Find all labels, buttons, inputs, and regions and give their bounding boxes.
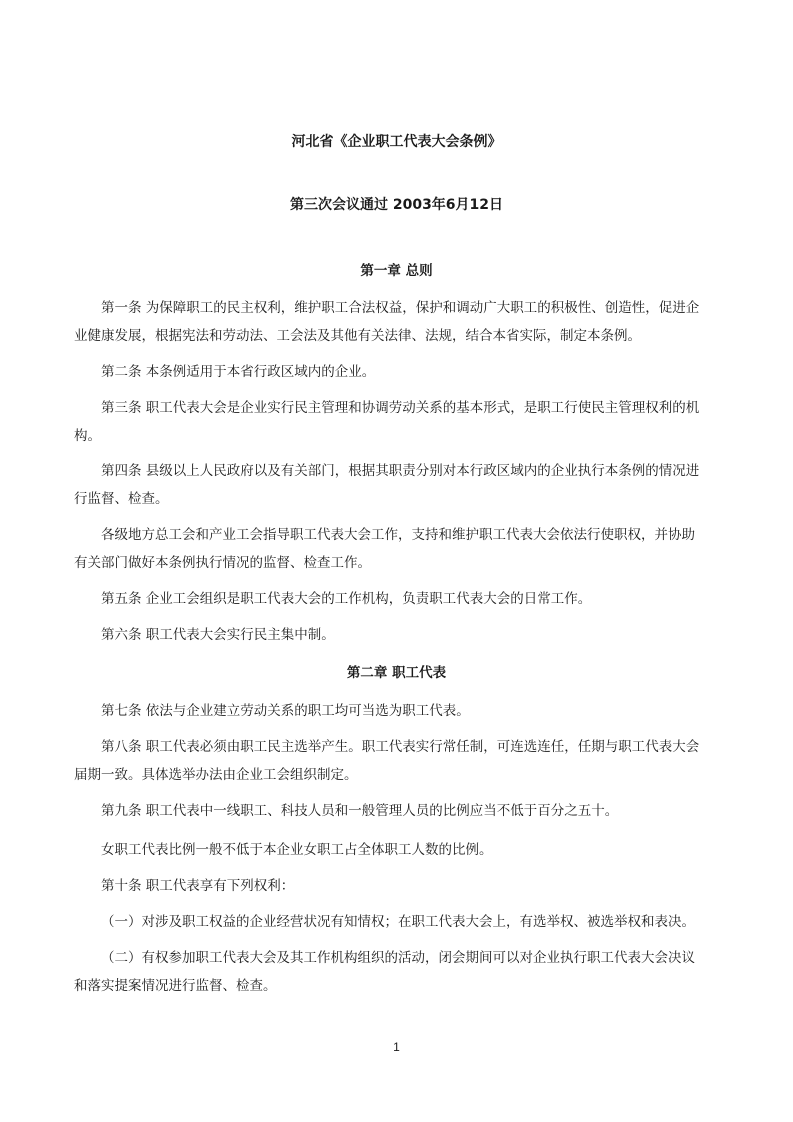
paragraph-line: 有关部门做好本条例执行情况的监督、检查工作。 xyxy=(74,555,371,571)
paragraph xyxy=(101,872,723,900)
paragraph-line: 第四条 县级以上人民政府以及有关部门，根据其职责分别对本行政区域内的企业执行本条例的情况进 xyxy=(101,463,700,479)
paragraph xyxy=(101,358,723,386)
paragraph-line: 第一条 为保障职工的民主权利，维护职工合法权益，保护和调动广大职工的积极性、创造性，促进企 xyxy=(101,300,700,316)
paragraph xyxy=(101,797,723,825)
paragraph-line: 第十条 职工代表享有下列权利： xyxy=(101,878,295,894)
paragraph-line: 第三条 职工代表大会是企业实行民主管理和协调劳动关系的基本形式，是职工行使民主管理权利的机 xyxy=(101,400,700,416)
paragraph xyxy=(74,294,723,350)
paragraph-line: 第六条 职工代表大会实行民主集中制。 xyxy=(101,627,335,643)
chapter-heading: 第一章 总则 xyxy=(360,263,433,279)
paragraph-line: （二）有权参加职工代表大会及其工作机构组织的活动，闭会期间可以对企业执行职工代表大会决议 xyxy=(101,950,695,966)
chapter-heading: 第二章 职工代表 xyxy=(346,665,447,681)
paragraph-line: 第二条 本条例适用于本省行政区域内的企业。 xyxy=(101,364,376,380)
paragraph xyxy=(101,836,723,864)
paragraph xyxy=(101,697,723,725)
paragraph xyxy=(74,944,723,1000)
paragraph-line: 和落实提案情况进行监督、检查。 xyxy=(74,978,277,994)
paragraph-line: 女职工代表比例一般不低于本企业女职工占全体职工人数的比例。 xyxy=(101,842,493,858)
page-number: 1 xyxy=(393,1040,400,1054)
paragraph-line: 构。 xyxy=(74,428,101,444)
document-title: 河北省《企业职工代表大会条例》 xyxy=(291,134,502,150)
paragraph-line: 各级地方总工会和产业工会指导职工代表大会工作，支持和维护职工代表大会依法行使职权，并协助 xyxy=(101,527,695,543)
paragraph-line: 届期一致。具体选举办法由企业工会组织制定。 xyxy=(74,767,358,783)
paragraph xyxy=(74,457,723,513)
paragraph xyxy=(74,394,723,450)
paragraph xyxy=(74,733,723,789)
paragraph-line: 第九条 职工代表中一线职工、科技人员和一般管理人员的比例应当不低于百分之五十。 xyxy=(101,803,619,819)
paragraph-line: （一）对涉及职工权益的企业经营状况有知情权；在职工代表大会上，有选举权、被选举权和表决。 xyxy=(101,914,695,930)
paragraph xyxy=(101,621,723,649)
paragraph-line: 第五条 企业工会组织是职工代表大会的工作机构，负责职工代表大会的日常工作。 xyxy=(101,591,592,607)
paragraph-line: 第八条 职工代表必须由职工民主选举产生。职工代表实行常任制，可连选连任，任期与职工代表大会 xyxy=(101,739,700,755)
paragraph xyxy=(101,585,723,613)
paragraph xyxy=(101,908,723,936)
paragraph-line: 行监督、检查。 xyxy=(74,491,169,507)
paragraph-line: 业健康发展，根据宪法和劳动法、工会法及其他有关法律、法规，结合本省实际，制定本条例。 xyxy=(74,328,641,344)
paragraph-line: 第七条 依法与企业建立劳动关系的职工均可当选为职工代表。 xyxy=(101,703,470,719)
paragraph xyxy=(74,521,723,577)
document-subtitle: 第三次会议通过 2003年6月12日 xyxy=(289,197,504,213)
